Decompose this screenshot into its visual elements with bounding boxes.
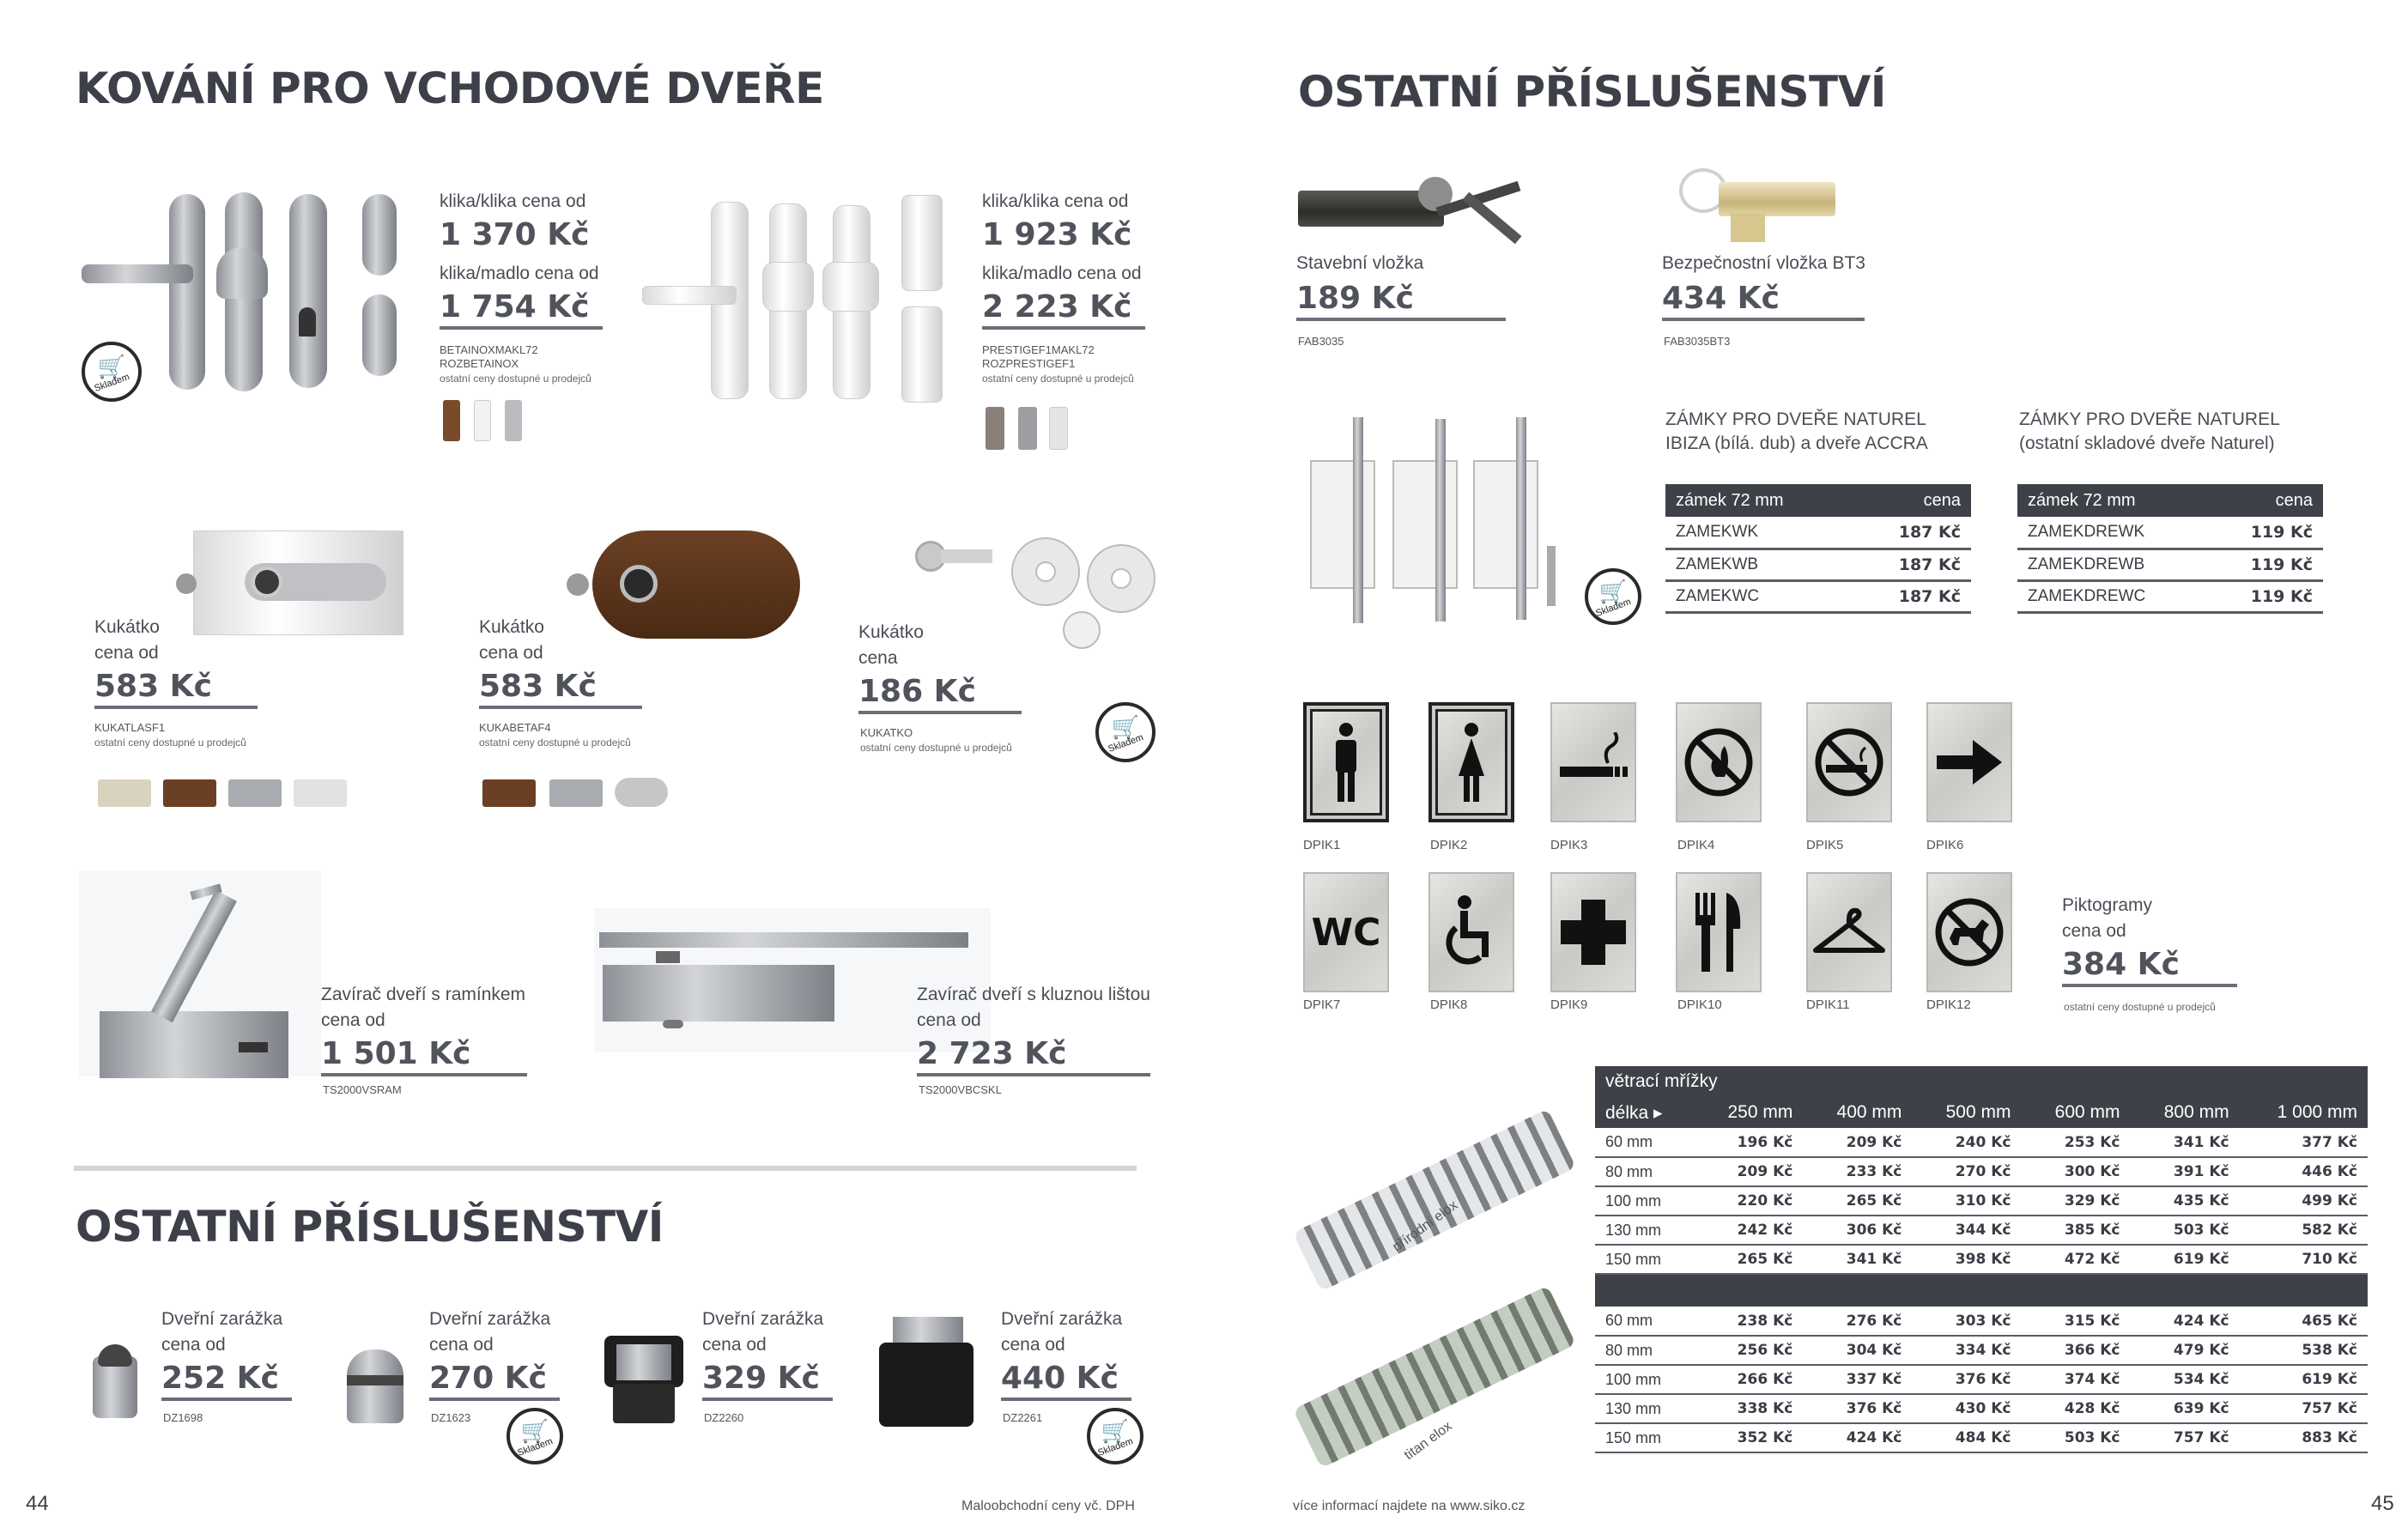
handle2-label2: klika/madlo cena od — [982, 264, 1142, 283]
pictogram-no-smoking-icon — [1806, 702, 1892, 822]
vent-price-cell: 424 Kč — [2131, 1307, 2240, 1336]
vent-price-cell: 266 Kč — [1694, 1365, 1803, 1394]
closer1-price: 1 501 Kč — [321, 1035, 527, 1076]
in-stock-stamp-icon: 🛒 Skladem — [1095, 702, 1155, 762]
in-stock-stamp-icon: 🛒 Skladem — [1585, 568, 1641, 625]
closer1-name: Zavírač dveří s ramínkem — [321, 985, 526, 1004]
page-title-left: KOVÁNÍ PRO VCHODOVÉ DVEŘE — [76, 64, 824, 113]
color-swatch-silver — [1049, 407, 1068, 450]
handle2-label1: klika/klika cena od — [982, 191, 1129, 211]
vent-price-cell: 757 Kč — [2240, 1394, 2368, 1423]
vent-price-cell: 196 Kč — [1694, 1128, 1803, 1157]
vent-height-cell: 150 mm — [1595, 1423, 1694, 1452]
pictogram-code: DPIK9 — [1550, 997, 1588, 1012]
vent-price-cell: 265 Kč — [1803, 1186, 1912, 1216]
peephole1-note: ostatní ceny dostupné u prodejců — [94, 737, 246, 749]
peephole-image-brown — [567, 531, 800, 639]
locks1-col-price: cena — [1852, 484, 1971, 517]
peephole2-code: KUKABETAF4 — [479, 721, 551, 734]
vent-price-cell: 428 Kč — [2021, 1394, 2130, 1423]
vent-price-cell: 398 Kč — [1912, 1245, 2021, 1274]
handle1-label1: klika/klika cena od — [440, 191, 586, 211]
lock-code: ZAMEKDREWK — [2017, 517, 2209, 549]
closer1-label: cena od — [321, 1010, 385, 1030]
stop1-name: Dveřní zarážka — [161, 1309, 283, 1329]
peephole-image-simple — [915, 537, 1164, 649]
locks2-col-price: cena — [2209, 484, 2323, 517]
peephole-variant-silver — [549, 779, 603, 807]
vent-price-cell: 337 Kč — [1803, 1365, 1912, 1394]
vent-price-cell: 209 Kč — [1803, 1128, 1912, 1157]
closer2-label: cena od — [917, 1010, 981, 1030]
color-swatch-silver — [505, 400, 522, 441]
stop3-label: cena od — [702, 1335, 767, 1355]
vent-price-cell: 238 Kč — [1694, 1307, 1803, 1336]
vent-price-cell: 710 Kč — [2240, 1245, 2368, 1274]
table-row — [2017, 580, 2323, 612]
table-row — [2017, 549, 2323, 580]
pictogram-code: DPIK8 — [1430, 997, 1468, 1012]
table-row — [1595, 1307, 2368, 1336]
section-divider — [74, 1166, 1137, 1171]
vents-width-col: 250 mm — [1694, 1097, 1803, 1128]
stop2-code: DZ1623 — [431, 1411, 471, 1424]
peephole3-price: 186 Kč — [858, 673, 1022, 714]
table-row — [1595, 1394, 2368, 1423]
peephole-variant-silver — [228, 779, 282, 807]
table-row — [1595, 1128, 2368, 1157]
pictogram-first-aid-icon — [1550, 872, 1636, 992]
door-stop-image-3 — [604, 1336, 683, 1425]
vent-price-cell: 303 Kč — [1912, 1307, 2021, 1336]
pictogram-woman-icon — [1428, 702, 1514, 822]
stop3-price: 329 Kč — [702, 1360, 833, 1401]
handle2-code1: PRESTIGEF1MAKL72 — [982, 343, 1095, 356]
vent-height-cell: 60 mm — [1595, 1128, 1694, 1157]
color-swatch-white — [1018, 407, 1037, 450]
in-stock-stamp-icon: 🛒 Skladem — [82, 342, 142, 402]
lock-price: 119 Kč — [2209, 517, 2323, 549]
table-row — [1595, 1186, 2368, 1216]
lock-code: ZAMEKWB — [1665, 549, 1852, 580]
pictogram-code: DPIK7 — [1303, 997, 1341, 1012]
vent-price-cell: 344 Kč — [1912, 1216, 2021, 1245]
peephole3-label: cena — [858, 648, 898, 668]
vent-price-cell: 582 Kč — [2240, 1216, 2368, 1245]
footer-left: Maloobchodní ceny vč. DPH — [961, 1499, 1135, 1513]
page-number-right: 45 — [2371, 1492, 2394, 1515]
vent-price-cell: 220 Kč — [1694, 1186, 1803, 1216]
vent-price-cell: 435 Kč — [2131, 1186, 2240, 1216]
table-row — [1595, 1336, 2368, 1365]
peephole2-label: cena od — [479, 643, 543, 663]
cylinder2-price: 434 Kč — [1662, 280, 1865, 321]
locks1-title2: IBIZA (bílá. dub) a dveře ACCRA — [1665, 434, 1928, 453]
pictogram-code: DPIK10 — [1677, 997, 1722, 1012]
stop3-name: Dveřní zarážka — [702, 1309, 824, 1329]
pictogram-hanger-icon — [1806, 872, 1892, 992]
table-row — [1595, 1216, 2368, 1245]
locks1-price-table — [1665, 484, 1971, 614]
vents-width-col: 800 mm — [2131, 1097, 2240, 1128]
peephole-variant-beige — [98, 779, 151, 807]
peephole3-note: ostatní ceny dostupné u prodejců — [860, 742, 1012, 754]
stop2-label: cena od — [429, 1335, 494, 1355]
vent-price-cell: 503 Kč — [2131, 1216, 2240, 1245]
cylinder-lock-image-2 — [1679, 168, 1837, 247]
vents-width-col: 600 mm — [2021, 1097, 2130, 1128]
table-row — [1665, 549, 1971, 580]
vent-price-cell: 757 Kč — [2131, 1423, 2240, 1452]
vent-price-cell: 391 Kč — [2131, 1157, 2240, 1186]
vent-price-cell: 329 Kč — [2021, 1186, 2130, 1216]
peephole-variant-brown — [482, 779, 536, 807]
door-stop-image-2 — [347, 1349, 403, 1423]
vent-grille-titan-image — [1293, 1288, 1576, 1464]
pictogram-code: DPIK5 — [1806, 838, 1844, 852]
vent-grille-natural-image — [1293, 1107, 1576, 1288]
pictogram-code: DPIK3 — [1550, 838, 1588, 852]
vent-price-cell: 499 Kč — [2240, 1186, 2368, 1216]
vent-price-cell: 276 Kč — [1803, 1307, 1912, 1336]
handle2-code2: ROZPRESTIGEF1 — [982, 357, 1076, 370]
vent-price-cell: 341 Kč — [2131, 1128, 2240, 1157]
handle2-note: ostatní ceny dostupné u prodejců — [982, 373, 1134, 385]
peephole1-price: 583 Kč — [94, 668, 258, 709]
door-closer-arm-image — [79, 870, 321, 1076]
pictogram-wheelchair-icon — [1428, 872, 1514, 992]
door-stop-image-1 — [93, 1344, 137, 1422]
pictogram-wc-icon: WC — [1303, 872, 1389, 992]
stop2-name: Dveřní zarážka — [429, 1309, 551, 1329]
pictograms-note: ostatní ceny dostupné u prodejců — [2064, 1001, 2216, 1013]
in-stock-stamp-icon: 🛒 Skladem — [1087, 1408, 1143, 1464]
door-handle-image-white — [642, 193, 951, 408]
vent-price-cell: 534 Kč — [2131, 1365, 2240, 1394]
peephole1-code: KUKATLASF1 — [94, 721, 166, 734]
lock-price: 187 Kč — [1852, 549, 1971, 580]
handle2-price1: 1 923 Kč — [982, 217, 1132, 252]
vent-price-cell: 385 Kč — [2021, 1216, 2130, 1245]
vent-height-cell: 150 mm — [1595, 1245, 1694, 1274]
peephole2-name: Kukátko — [479, 617, 544, 637]
vents-width-col: 1 000 mm — [2240, 1097, 2368, 1128]
section-title-accessories: OSTATNÍ PŘÍSLUŠENSTVÍ — [76, 1202, 664, 1252]
cylinder2-code: FAB3035BT3 — [1664, 335, 1731, 348]
pictogram-code: DPIK2 — [1430, 838, 1468, 852]
table-row — [2017, 517, 2323, 549]
vent-price-cell: 253 Kč — [2021, 1128, 2130, 1157]
lock-code: ZAMEKDREWB — [2017, 549, 2209, 580]
vent-price-cell: 374 Kč — [2021, 1365, 2130, 1394]
pictogram-code: DPIK12 — [1926, 997, 1971, 1012]
lock-price: 119 Kč — [2209, 580, 2323, 612]
vent-price-cell: 256 Kč — [1694, 1336, 1803, 1365]
vents-width-col: 500 mm — [1912, 1097, 2021, 1128]
vent-price-cell: 265 Kč — [1694, 1245, 1803, 1274]
locks2-price-table — [2017, 484, 2323, 614]
handle1-note: ostatní ceny dostupné u prodejců — [440, 373, 591, 385]
vent-price-cell: 465 Kč — [2240, 1307, 2368, 1336]
stop1-code: DZ1698 — [163, 1411, 203, 1424]
peephole2-note: ostatní ceny dostupné u prodejců — [479, 737, 631, 749]
in-stock-stamp-icon: 🛒 Skladem — [506, 1408, 563, 1464]
pictogram-no-fire-icon — [1676, 702, 1762, 822]
pictogram-arrow-right-icon — [1926, 702, 2012, 822]
stop3-code: DZ2260 — [704, 1411, 744, 1424]
lock-code: ZAMEKDREWC — [2017, 580, 2209, 612]
peephole-variant-gray — [615, 778, 668, 807]
table-separator — [1595, 1274, 2368, 1307]
vent-height-cell: 100 mm — [1595, 1365, 1694, 1394]
stop4-label: cena od — [1001, 1335, 1065, 1355]
locks1-col-lock: zámek 72 mm — [1665, 484, 1852, 517]
peephole3-name: Kukátko — [858, 622, 924, 642]
vent-price-cell: 310 Kč — [1912, 1186, 2021, 1216]
pictogram-code: DPIK11 — [1806, 997, 1850, 1012]
handle1-code2: ROZBETAINOX — [440, 357, 519, 370]
peephole-image-silver — [176, 531, 403, 635]
pictogram-restaurant-icon — [1676, 872, 1762, 992]
cylinder2-name: Bezpečnostní vložka BT3 — [1662, 253, 1865, 273]
locks2-title2: (ostatní skladové dveře Naturel) — [2019, 434, 2275, 453]
pictograms-label: cena od — [2062, 921, 2126, 941]
vent-label-titan: titan elox — [1401, 1418, 1455, 1464]
vent-height-cell: 130 mm — [1595, 1216, 1694, 1245]
vent-price-cell: 377 Kč — [2240, 1128, 2368, 1157]
door-stop-image-4 — [879, 1317, 974, 1428]
vent-price-cell: 240 Kč — [1912, 1128, 2021, 1157]
vents-length-label: délka ▸ — [1595, 1097, 1694, 1128]
locks1-title1: ZÁMKY PRO DVEŘE NATUREL — [1665, 409, 1926, 429]
vent-price-cell: 209 Kč — [1694, 1157, 1803, 1186]
vent-price-cell: 366 Kč — [2021, 1336, 2130, 1365]
color-swatch-brown — [986, 407, 1004, 450]
locks2-col-lock: zámek 72 mm — [2017, 484, 2209, 517]
color-swatch-brown — [443, 400, 460, 441]
stop4-name: Dveřní zarážka — [1001, 1309, 1123, 1329]
handle1-price2: 1 754 Kč — [440, 288, 603, 330]
cylinder1-price: 189 Kč — [1296, 280, 1506, 321]
pictogram-code: DPIK4 — [1677, 838, 1715, 852]
peephole2-price: 583 Kč — [479, 668, 642, 709]
table-row — [1665, 517, 1971, 549]
pictogram-code: DPIK6 — [1926, 838, 1964, 852]
vent-price-cell: 334 Kč — [1912, 1336, 2021, 1365]
closer2-price: 2 723 Kč — [917, 1035, 1150, 1076]
vent-height-cell: 80 mm — [1595, 1336, 1694, 1365]
vent-price-cell: 446 Kč — [2240, 1157, 2368, 1186]
lock-price: 187 Kč — [1852, 580, 1971, 612]
lock-code: ZAMEKWC — [1665, 580, 1852, 612]
footer-right: více informací najdete na www.siko.cz — [1293, 1499, 1525, 1513]
stop4-price: 440 Kč — [1001, 1360, 1131, 1401]
vent-price-cell: 883 Kč — [2240, 1423, 2368, 1452]
stop4-code: DZ2261 — [1003, 1411, 1043, 1424]
pictogram-smoking-icon — [1550, 702, 1636, 822]
vent-price-cell: 304 Kč — [1803, 1336, 1912, 1365]
vent-price-cell: 315 Kč — [2021, 1307, 2130, 1336]
vents-width-col: 400 mm — [1803, 1097, 1912, 1128]
handle2-price2: 2 223 Kč — [982, 288, 1145, 330]
closer1-code: TS2000VSRAM — [323, 1083, 402, 1096]
vent-height-cell: 100 mm — [1595, 1186, 1694, 1216]
page-title-right: OSTATNÍ PŘÍSLUŠENSTVÍ — [1298, 67, 1886, 117]
closer2-code: TS2000VBCSKL — [919, 1083, 1002, 1096]
vent-price-cell: 338 Kč — [1694, 1394, 1803, 1423]
vent-price-cell: 430 Kč — [1912, 1394, 2021, 1423]
vent-price-cell: 639 Kč — [2131, 1394, 2240, 1423]
pictograms-price: 384 Kč — [2062, 946, 2237, 987]
stop2-price: 270 Kč — [429, 1360, 560, 1401]
closer2-name: Zavírač dveří s kluznou lištou — [917, 985, 1150, 1004]
peephole1-name: Kukátko — [94, 617, 160, 637]
vent-price-cell: 270 Kč — [1912, 1157, 2021, 1186]
vents-title: větrací mřížky — [1595, 1066, 2368, 1097]
vent-height-cell: 130 mm — [1595, 1394, 1694, 1423]
peephole3-code: KUKATKO — [860, 726, 913, 739]
vent-price-cell: 619 Kč — [2240, 1365, 2368, 1394]
handle1-code1: BETAINOXMAKL72 — [440, 343, 538, 356]
table-row — [1595, 1245, 2368, 1274]
table-row — [1595, 1157, 2368, 1186]
vent-price-table — [1595, 1066, 2368, 1453]
vent-price-cell: 479 Kč — [2131, 1336, 2240, 1365]
vent-price-cell: 619 Kč — [2131, 1245, 2240, 1274]
pictogram-no-dogs-icon — [1926, 872, 2012, 992]
vent-price-cell: 233 Kč — [1803, 1157, 1912, 1186]
vent-label-natural: přírodní elox — [1390, 1197, 1461, 1255]
vent-price-cell: 503 Kč — [2021, 1423, 2130, 1452]
vent-price-cell: 300 Kč — [2021, 1157, 2130, 1186]
vent-price-cell: 376 Kč — [1803, 1394, 1912, 1423]
lock-code: ZAMEKWK — [1665, 517, 1852, 549]
table-row — [1595, 1423, 2368, 1452]
vent-price-cell: 352 Kč — [1694, 1423, 1803, 1452]
vent-height-cell: 60 mm — [1595, 1307, 1694, 1336]
vent-price-cell: 242 Kč — [1694, 1216, 1803, 1245]
cylinder1-code: FAB3035 — [1298, 335, 1344, 348]
page-number-left: 44 — [26, 1492, 49, 1515]
table-row — [1595, 1365, 2368, 1394]
vent-price-cell: 484 Kč — [1912, 1423, 2021, 1452]
lock-price: 187 Kč — [1852, 517, 1971, 549]
handle1-label2: klika/madlo cena od — [440, 264, 599, 283]
vent-price-cell: 341 Kč — [1803, 1245, 1912, 1274]
locks2-title1: ZÁMKY PRO DVEŘE NATUREL — [2019, 409, 2280, 429]
handle1-price1: 1 370 Kč — [440, 217, 590, 252]
color-swatch-white — [474, 400, 491, 441]
pictogram-man-icon — [1303, 702, 1389, 822]
pictogram-code: DPIK1 — [1303, 838, 1341, 852]
cylinder-lock-image-1 — [1298, 168, 1526, 263]
vent-price-cell: 306 Kč — [1803, 1216, 1912, 1245]
cylinder1-name: Stavební vložka — [1296, 253, 1424, 273]
table-row — [1665, 580, 1971, 612]
stop1-label: cena od — [161, 1335, 226, 1355]
pictograms-name: Piktogramy — [2062, 895, 2153, 915]
stop1-price: 252 Kč — [161, 1360, 292, 1401]
peephole1-label: cena od — [94, 643, 159, 663]
vent-price-cell: 376 Kč — [1912, 1365, 2021, 1394]
mortise-locks-image — [1301, 417, 1568, 623]
peephole-variant-white — [294, 779, 347, 807]
vent-height-cell: 80 mm — [1595, 1157, 1694, 1186]
peephole-variant-brown — [163, 779, 216, 807]
vent-price-cell: 472 Kč — [2021, 1245, 2130, 1274]
lock-price: 119 Kč — [2209, 549, 2323, 580]
vent-price-cell: 424 Kč — [1803, 1423, 1912, 1452]
vent-price-cell: 538 Kč — [2240, 1336, 2368, 1365]
